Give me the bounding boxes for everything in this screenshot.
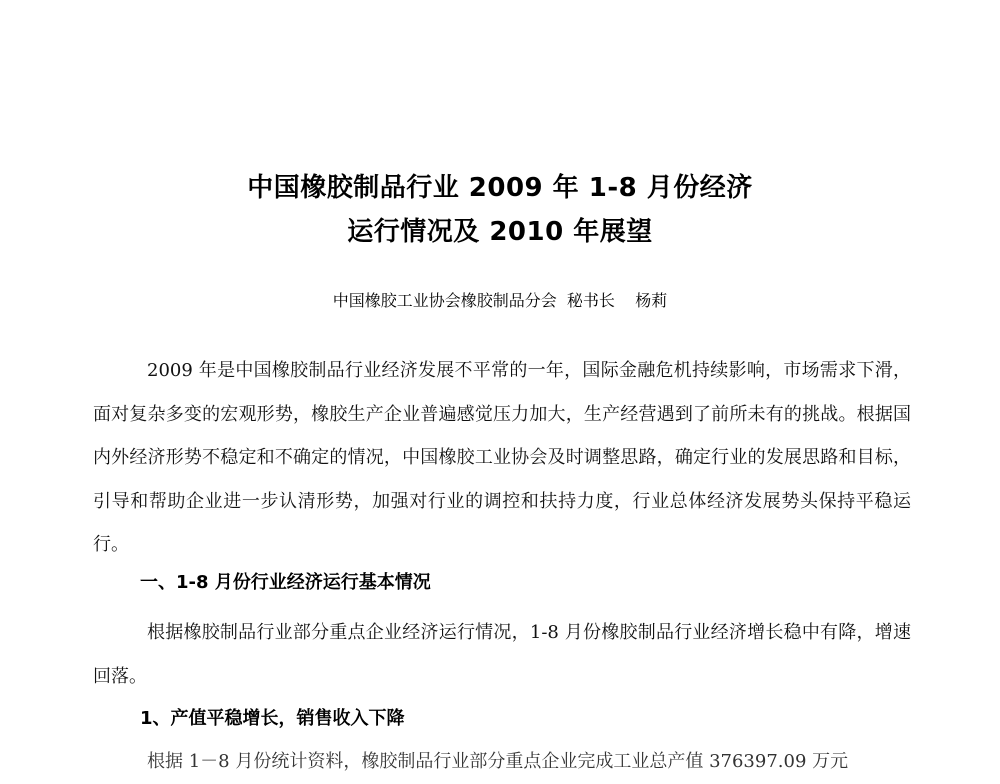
paragraph-section-1: 根据橡胶制品行业部分重点企业经济运行情况，1-8 月份橡胶制品行业经济增长稳中有降，增速回落。 <box>93 622 911 687</box>
paragraph-intro: 2009 年是中国橡胶制品行业经济发展不平常的一年，国际金融危机持续影响，市场需求下滑，面对复杂多变的宏观形势，橡胶生产企业普遍感觉压力加大，生产经营遇到了前所未有的挑战。根据国内外经济形势不稳定和不确定的情况，中国橡胶工业协会及时调整思路，确定行业的发展思路和目标，引导和帮助企业进一步认清形势，加强对行业的调控和扶持力度，行业总体经济发展势头保持平稳运行。 <box>93 360 911 555</box>
paragraph-subsection-1-partial: 根据 1－8 月份统计资料，橡胶制品行业部分重点企业完成工业总产值 376397.09 万元 <box>147 751 849 772</box>
subsection-heading-1: 1、产值平稳增长，销售收入下降 <box>140 708 405 729</box>
author-byline: 中国橡胶工业协会橡胶制品分会 秘书长 杨莉 <box>332 291 668 310</box>
document-title <box>0 166 1000 254</box>
section-heading-1: 一、1-8 月份行业经济运行基本情况 <box>140 572 431 593</box>
title-line-2: 运行情况及 2010 年展望 <box>347 217 653 247</box>
title-line-1: 中国橡胶制品行业 2009 年 1-8 月份经济 <box>247 173 753 203</box>
